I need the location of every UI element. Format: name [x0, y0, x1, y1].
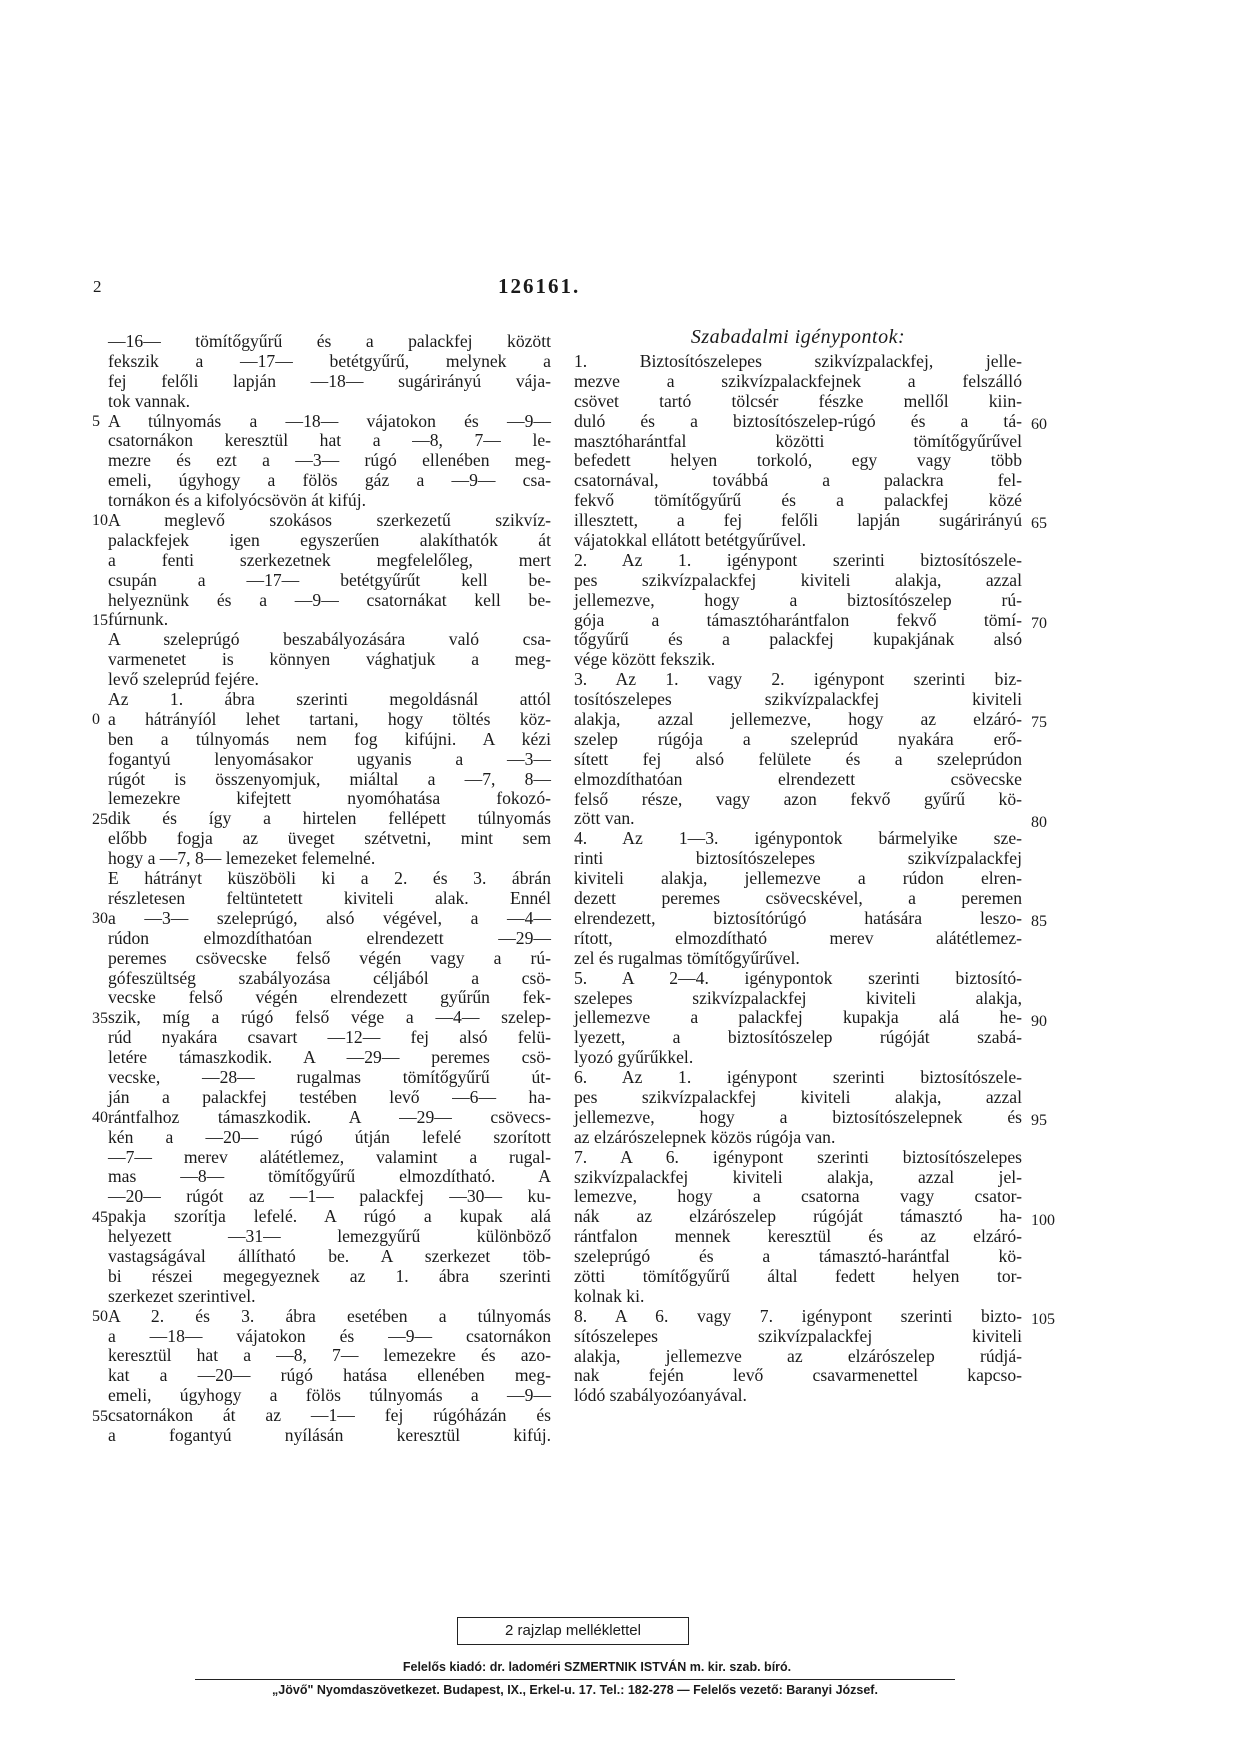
text-line: jellemezve a palackfej kupakja alá he- — [574, 1007, 1022, 1028]
text-line: nák az elzárószelep rúgóját támasztó ha- — [574, 1206, 1022, 1227]
text-line: mas —8— tömítőgyűrű elmozdítható. A — [108, 1166, 551, 1187]
text-line: tosítószelepes szikvízpalackfej kiviteli — [574, 689, 1022, 710]
text-line: A meglevő szokásos szerkezetű szikvíz- — [108, 510, 551, 531]
text-line: szeleprúgó és a támasztó-harántfal kö- — [574, 1246, 1022, 1267]
line-number: 95 — [1031, 1112, 1047, 1130]
text-line: keresztül hat a —8, 7— lemezekre és azo- — [108, 1345, 551, 1366]
text-line: lemezekre kifejtett nyomóhatása fokozó- — [108, 788, 551, 809]
text-line: alakja, jellemezve az elzárószelep rúdjá- — [574, 1345, 1022, 1366]
text-line: az elzárószelepnek közös rúgója van. — [574, 1126, 836, 1147]
text-line: tornákon és a kifolyócsövön át kifúj. — [108, 490, 366, 511]
text-line: emeli, úgyhogy a fölös gáz a —9— csa- — [108, 470, 551, 491]
text-line: hogy a —7, 8— lemezeket felemelné. — [108, 848, 376, 869]
text-line: 6. Az 1. igénypont szerinti biztosítószele- — [574, 1067, 1022, 1088]
text-line: részletesen feltüntetett kiviteli alak. Ennél — [108, 887, 551, 908]
text-line: fúrnunk. — [108, 609, 169, 630]
text-line: befedett helyen torkoló, egy vagy több — [574, 450, 1022, 471]
text-line: kén a —20— rúgó útján lefelé szorított — [108, 1126, 551, 1147]
line-number: 85 — [1031, 913, 1047, 931]
text-line: vége között fekszik. — [574, 649, 716, 670]
text-line: rántfalon mennek keresztül és az elzáró- — [574, 1226, 1022, 1247]
text-line: alakja, azzal jellemezve, hogy az elzáró- — [574, 709, 1022, 730]
text-line: pakja szorítja lefelé. A rúgó a kupak alá — [108, 1206, 551, 1227]
line-number: 80 — [1031, 813, 1047, 831]
line-number: 45 — [92, 1208, 108, 1226]
text-line: felső része, vagy azon fekvő gyűrű kö- — [574, 788, 1022, 809]
text-line: fekszik a —17— betétgyűrű, melynek a — [108, 350, 551, 371]
text-line: előbb fogja az üveget szétvetni, mint sem — [108, 828, 551, 849]
text-line: helyeznünk és a —9— csatornákat kell be- — [108, 589, 551, 610]
text-line: jellemezve, hogy a biztosítószelepnek és — [574, 1106, 1022, 1127]
text-line: sítószelepes szikvízpalackfej kiviteli — [574, 1325, 1022, 1346]
line-number: 90 — [1031, 1012, 1047, 1030]
text-line: rántfalhoz támaszkodik. A —29— csövecs- — [108, 1106, 551, 1127]
text-line: szik, míg a rúgó felső vége a —4— szelep- — [108, 1007, 551, 1028]
printer-line: „Jövő" Nyomdaszövetkezet. Budapest, IX., Erkel-u. 17. Tel.: 182-278 — Felelős vezető: Baranyi József. — [272, 1683, 878, 1697]
line-number: 65 — [1031, 515, 1047, 533]
text-line: varmenetet is könnyen vághatjuk a meg- — [108, 649, 551, 670]
text-line: elrendezett, biztosítórúgó hatására leszo- — [574, 907, 1022, 928]
text-line: pes szikvízpalackfej kiviteli alakja, azzal — [574, 1086, 1022, 1107]
text-line: 5. A 2—4. igénypontok szerinti biztosító- — [574, 967, 1022, 988]
text-line: 3. Az 1. vagy 2. igénypont szerinti biz- — [574, 669, 1022, 690]
text-line: 4. Az 1—3. igénypontok bármelyike sze- — [574, 828, 1022, 849]
text-line: tok vannak. — [108, 390, 191, 411]
line-number: 100 — [1031, 1211, 1055, 1229]
line-number: 40 — [92, 1109, 108, 1127]
text-line: lyozó gyűrűkkel. — [574, 1047, 694, 1068]
patent-number: 126161. — [498, 274, 581, 298]
text-line: fogantyú lenyomásakor ugyanis a —3— — [108, 748, 551, 769]
text-line: zötti tömítőgyűrű által fedett helyen tor- — [574, 1265, 1022, 1286]
footer-divider — [195, 1679, 955, 1680]
text-line: lódó szabályozóanyával. — [574, 1385, 747, 1406]
text-line: rúgót is összenyomjuk, miáltal a —7, 8— — [108, 768, 551, 789]
line-number: 50 — [92, 1308, 108, 1326]
line-number: 105 — [1031, 1311, 1055, 1329]
text-line: vecske, —28— rugalmas tömítőgyűrű út- — [108, 1066, 551, 1087]
text-line: a —3— szeleprúgó, alsó végével, a —4— — [108, 907, 551, 928]
text-line: 2. Az 1. igénypont szerinti biztosítószele- — [574, 549, 1022, 570]
text-line: —7— merev alátétlemez, valamint a rugal- — [108, 1146, 551, 1167]
text-line: zött van. — [574, 808, 635, 829]
line-number: 15 — [92, 611, 108, 629]
text-line: szelep rúgója a szeleprúd nyakára erő- — [574, 728, 1022, 749]
text-line: a fogantyú nyílásán keresztül kifúj. — [108, 1424, 551, 1445]
text-line: csövet tartó tölcsér fészke mellől kiin- — [574, 390, 1022, 411]
text-line: a —18— vájatokon és —9— csatornákon — [108, 1325, 551, 1346]
line-number: 5 — [92, 412, 100, 430]
text-line: dezett peremes csövecskével, a peremen — [574, 888, 1022, 909]
line-number: 70 — [1031, 614, 1047, 632]
text-line: jellemezve, hogy a biztosítószelep rú- — [574, 589, 1022, 610]
text-line: elmozdíthatóan elrendezett csövecske — [574, 768, 1022, 789]
line-number: 0 — [92, 711, 100, 729]
text-line: szerkezet szerintivel. — [108, 1285, 256, 1306]
text-line: csatornával, továbbá a palackra fel- — [574, 470, 1022, 491]
text-line: mezve a szikvízpalackfejnek a felszálló — [574, 370, 1022, 391]
text-line: bi részei megegyeznek az 1. ábra szerinti — [108, 1265, 551, 1286]
text-line: nak fején levő csavarmenettel kapcso- — [574, 1365, 1022, 1386]
text-line: levő szeleprúd fejére. — [108, 669, 259, 690]
text-line: vájatokkal ellátott betétgyűrűvel. — [574, 530, 807, 551]
line-number: 35 — [92, 1009, 108, 1027]
text-line: lyezett, a biztosítószelep rúgóját szabá- — [574, 1027, 1022, 1048]
text-line: gófeszültség szabályozása céljából a csö- — [108, 967, 551, 988]
line-number: 30 — [92, 910, 108, 928]
text-line: vastagságával állítható be. A szerkezet töb- — [108, 1245, 551, 1266]
text-line: duló és a biztosítószelep-rúgó és a tá- — [574, 410, 1022, 431]
text-line: dik és így a hirtelen fellépett túlnyomás — [108, 808, 551, 829]
text-line: Az 1. ábra szerinti megoldásnál attól — [108, 689, 551, 710]
text-line: csatornákon keresztül hat a —8, 7— le- — [108, 430, 551, 451]
text-line: emeli, úgyhogy a fölös túlnyomás a —9— — [108, 1385, 551, 1406]
text-line: gója a támasztóharántfalon fekvő tömí- — [574, 609, 1022, 630]
text-line: A 2. és 3. ábra esetében a túlnyomás — [108, 1305, 551, 1326]
text-line: letére támaszkodik. A —29— peremes csö- — [108, 1047, 551, 1068]
text-line: csatornákon át az —1— fej rúgóházán és — [108, 1405, 551, 1426]
text-line: szikvízpalackfej kiviteli alakja, azzal jel- — [574, 1166, 1022, 1187]
left-column — [108, 332, 551, 1446]
attachment-note: 2 rajzlap melléklettel — [457, 1617, 689, 1645]
text-line: vecske felső végén elrendezett gyűrűn fek- — [108, 987, 551, 1008]
text-line: mezre és ezt a —3— rúgó ellenében meg- — [108, 450, 551, 471]
text-line: helyezett —31— lemezgyűrű különböző — [108, 1226, 551, 1247]
line-number: 75 — [1031, 714, 1047, 732]
text-line: E hátrányt küszöböli ki a 2. és 3. ábrán — [108, 868, 551, 889]
text-line: ben a túlnyomás nem fog kifújni. A kézi — [108, 728, 551, 749]
text-line: rúd nyakára csavart —12— fej alsó felü- — [108, 1027, 551, 1048]
text-line: kat a —20— rúgó hatása ellenében meg- — [108, 1365, 551, 1386]
text-line: illesztett, a fej felőli lapján sugárirányú — [574, 510, 1022, 531]
line-number: 25 — [92, 810, 108, 828]
text-line: pes szikvízpalackfej kiviteli alakja, azzal — [574, 569, 1022, 590]
text-line: 8. A 6. vagy 7. igénypont szerinti bizto- — [574, 1305, 1022, 1326]
text-line: —20— rúgót az —1— palackfej —30— ku- — [108, 1186, 551, 1207]
text-line: csupán a —17— betétgyűrűt kell be- — [108, 569, 551, 590]
right-column — [574, 352, 1022, 1406]
publisher-line: Felelős kiadó: dr. ladoméri SZMERTNIK ISTVÁN m. kir. szab. bíró. — [402, 1660, 792, 1674]
text-line: a hátrányíól lehet tartani, hogy töltés köz- — [108, 708, 551, 729]
text-line: tőgyűrű és a palackfej kupakjának alsó — [574, 629, 1022, 650]
line-number: 60 — [1031, 415, 1047, 433]
text-line: peremes csövecske felső végén vagy a rú- — [108, 947, 551, 968]
text-line: —16— tömítőgyűrű és a palackfej között — [108, 331, 551, 351]
text-line: A túlnyomás a —18— vájatokon és —9— — [108, 410, 551, 431]
line-number: 55 — [92, 1407, 108, 1425]
text-line: rúdon elmozdíthatóan elrendezett —29— — [108, 927, 551, 948]
text-line: rinti biztosítószelepes szikvízpalackfej — [574, 848, 1022, 869]
text-line: kolnak ki. — [574, 1285, 645, 1306]
text-line: a fenti szerkezetnek megfelelőleg, mert — [108, 549, 551, 570]
page-number: 2 — [93, 277, 102, 296]
claims-title: Szabadalmi igénypontok: — [690, 326, 906, 348]
text-line: kiviteli alakja, jellemezve a rúdon elren- — [574, 868, 1022, 889]
text-line: szelepes szikvízpalackfej kiviteli alakja, — [574, 987, 1022, 1008]
text-line: zel és rugalmas tömítőgyűrűvel. — [574, 947, 800, 968]
text-line: 7. A 6. igénypont szerinti biztosítószelepes — [574, 1146, 1022, 1167]
text-line: ján a palackfej testében levő —6— ha- — [108, 1086, 551, 1107]
text-line: 1. Biztosítószelepes szikvízpalackfej, jelle- — [574, 351, 1022, 371]
line-number: 10 — [92, 512, 108, 530]
text-line: fej felőli lapján —18— sugárirányú vája- — [108, 370, 551, 391]
text-line: palackfejek igen egyszerűen alakíthatók át — [108, 529, 551, 550]
text-line: masztóharántfal közötti tömítőgyűrűvel — [574, 430, 1022, 451]
text-line: fekvő tömítőgyűrű és a palackfej közé — [574, 490, 1022, 511]
text-line: A szeleprúgó beszabályozására való csa- — [108, 629, 551, 650]
text-line: sített fej alsó felülete és a szeleprúdon — [574, 748, 1022, 769]
text-line: rított, elmozdítható merev alátétlemez- — [574, 927, 1022, 948]
text-line: lemezve, hogy a csatorna vagy csator- — [574, 1186, 1022, 1207]
